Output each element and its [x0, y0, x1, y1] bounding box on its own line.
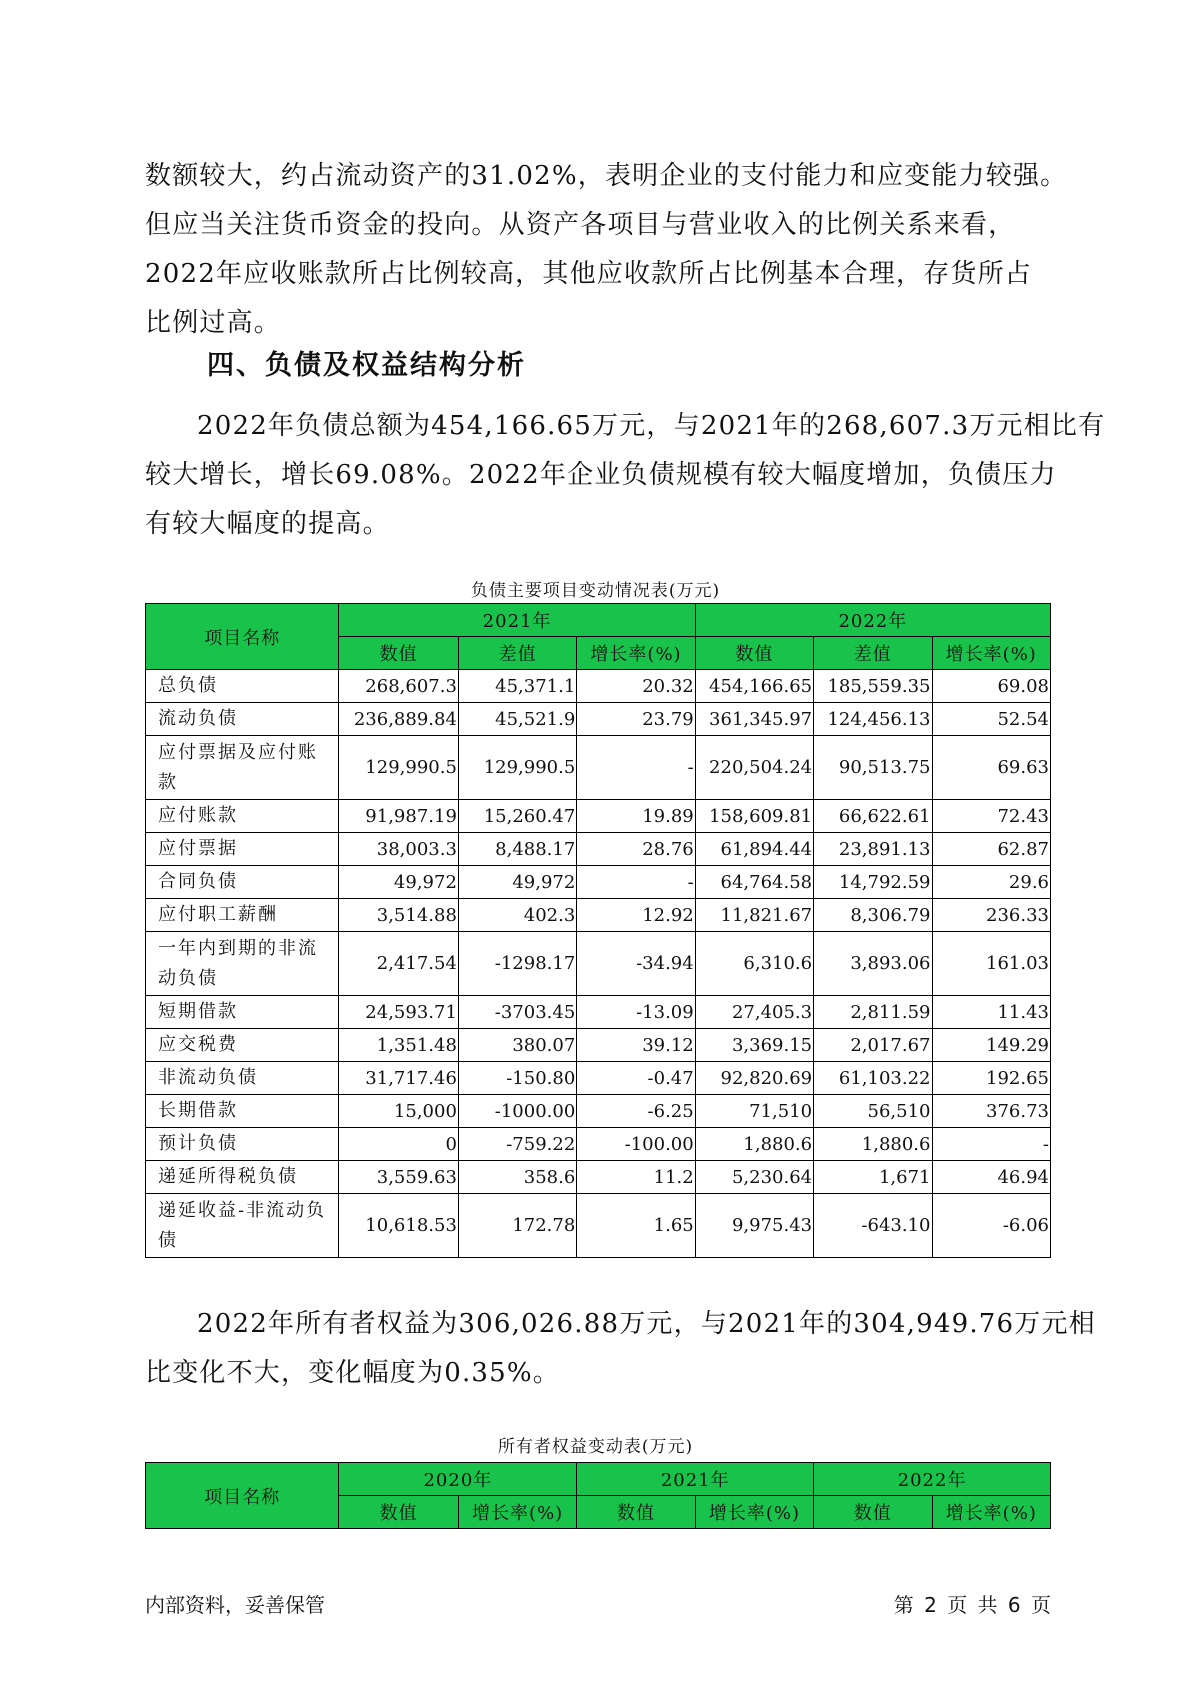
- cell-difference-2021: 45,521.9: [458, 703, 576, 736]
- footer-page-number: 第 2 页 共 6 页: [893, 1593, 1051, 1617]
- table-row: [146, 1095, 1051, 1128]
- row-label: 应付职工薪酬: [146, 899, 339, 932]
- paragraph-line: 比变化不大，变化幅度为0.35%。: [145, 1358, 560, 1388]
- cell-value-2022: 361,345.97: [695, 703, 813, 736]
- row-label: 应付账款: [146, 800, 339, 833]
- cell-growth-rate-2022: 72.43: [932, 800, 1051, 833]
- column-header-item-name: 项目名称: [146, 604, 339, 670]
- cell-value-2022: 5,230.64: [695, 1161, 813, 1194]
- paragraph-line: 较大增长，增长69.08%。2022年企业负债规模有较大幅度增加，负债压力: [145, 460, 1057, 490]
- cell-difference-2022: 3,893.06: [814, 932, 932, 996]
- year-header: 2021年: [339, 604, 695, 637]
- cell-growth-rate-2022: -6.06: [932, 1194, 1051, 1258]
- cell-growth-rate-2021: -: [577, 736, 695, 800]
- equity-table: [145, 1462, 1051, 1529]
- column-header-value: 数值: [577, 1496, 695, 1529]
- cell-value-2022: 64,764.58: [695, 866, 813, 899]
- row-label: 应交税费: [146, 1029, 339, 1062]
- cell-growth-rate-2022: 46.94: [932, 1161, 1051, 1194]
- table-row: [146, 899, 1051, 932]
- cell-value-2021: 1,351.48: [339, 1029, 458, 1062]
- cell-value-2021: 31,717.46: [339, 1062, 458, 1095]
- cell-difference-2021: 45,371.1: [458, 670, 576, 703]
- column-header-growth-rate: 增长率(%): [932, 1496, 1050, 1529]
- equity-paragraph: [145, 1300, 1096, 1398]
- cell-difference-2021: 15,260.47: [458, 800, 576, 833]
- cell-value-2021: 236,889.84: [339, 703, 458, 736]
- table-row: [146, 932, 1051, 996]
- paragraph-line: 但应当关注货币资金的投向。从资产各项目与营业收入的比例关系来看，: [145, 210, 1016, 240]
- cell-growth-rate-2021: 12.92: [577, 899, 695, 932]
- equity-table-caption: 所有者权益变动表(万元): [497, 1437, 694, 1457]
- intro-paragraph: [145, 152, 1068, 348]
- cell-difference-2022: 124,456.13: [814, 703, 932, 736]
- column-header-growth-rate: 增长率(%): [577, 637, 695, 670]
- cell-growth-rate-2022: 69.08: [932, 670, 1051, 703]
- paragraph-line: 有较大幅度的提高。: [145, 509, 390, 539]
- cell-value-2022: 92,820.69: [695, 1062, 813, 1095]
- row-label: 总负债: [146, 670, 339, 703]
- cell-value-2021: 129,990.5: [339, 736, 458, 800]
- cell-value-2021: 38,003.3: [339, 833, 458, 866]
- cell-growth-rate-2021: 39.12: [577, 1029, 695, 1062]
- column-header-value: 数值: [814, 1496, 932, 1529]
- row-label: 预计负债: [146, 1128, 339, 1161]
- cell-value-2022: 71,510: [695, 1095, 813, 1128]
- cell-difference-2022: 90,513.75: [814, 736, 932, 800]
- liability-table: [145, 603, 1051, 1258]
- row-label: 流动负债: [146, 703, 339, 736]
- cell-growth-rate-2022: 69.63: [932, 736, 1051, 800]
- cell-difference-2021: 172.78: [458, 1194, 576, 1258]
- cell-difference-2021: 49,972: [458, 866, 576, 899]
- cell-growth-rate-2021: -: [577, 866, 695, 899]
- cell-value-2022: 158,609.81: [695, 800, 813, 833]
- table-row: [146, 866, 1051, 899]
- column-header-growth-rate: 增长率(%): [695, 1496, 813, 1529]
- cell-growth-rate-2022: 149.29: [932, 1029, 1051, 1062]
- cell-growth-rate-2021: -34.94: [577, 932, 695, 996]
- cell-value-2022: 61,894.44: [695, 833, 813, 866]
- cell-difference-2022: 2,017.67: [814, 1029, 932, 1062]
- cell-growth-rate-2021: -100.00: [577, 1128, 695, 1161]
- paragraph-line: 2022年负债总额为454,166.65万元，与2021年的268,607.3万元相比有: [197, 411, 1106, 441]
- row-label: 一年内到期的非流动负债: [146, 932, 339, 996]
- cell-value-2021: 2,417.54: [339, 932, 458, 996]
- section-heading: 四、负债及权益结构分析: [207, 350, 526, 381]
- table-row: [146, 833, 1051, 866]
- cell-difference-2021: 358.6: [458, 1161, 576, 1194]
- cell-difference-2021: -3703.45: [458, 996, 576, 1029]
- row-label: 非流动负债: [146, 1062, 339, 1095]
- table-row: [146, 1128, 1051, 1161]
- paragraph-line: 数额较大，约占流动资产的31.02%，表明企业的支付能力和应变能力较强。: [145, 161, 1068, 191]
- cell-growth-rate-2021: 1.65: [577, 1194, 695, 1258]
- cell-difference-2022: 56,510: [814, 1095, 932, 1128]
- cell-difference-2022: 2,811.59: [814, 996, 932, 1029]
- cell-growth-rate-2022: 52.54: [932, 703, 1051, 736]
- cell-difference-2021: 402.3: [458, 899, 576, 932]
- cell-growth-rate-2022: 62.87: [932, 833, 1051, 866]
- liability-table-body: [146, 670, 1051, 1258]
- cell-growth-rate-2021: 19.89: [577, 800, 695, 833]
- cell-value-2022: 3,369.15: [695, 1029, 813, 1062]
- column-header-item-name: 项目名称: [146, 1463, 339, 1529]
- table-row: [146, 1062, 1051, 1095]
- cell-value-2021: 0: [339, 1128, 458, 1161]
- cell-difference-2022: 23,891.13: [814, 833, 932, 866]
- table-row: [146, 996, 1051, 1029]
- cell-growth-rate-2022: -: [932, 1128, 1051, 1161]
- cell-growth-rate-2022: 11.43: [932, 996, 1051, 1029]
- cell-difference-2022: -643.10: [814, 1194, 932, 1258]
- row-label: 递延所得税负债: [146, 1161, 339, 1194]
- table-row: [146, 800, 1051, 833]
- cell-growth-rate-2021: -13.09: [577, 996, 695, 1029]
- footer-confidential-note: 内部资料，妥善保管: [145, 1593, 325, 1617]
- row-label: 应付票据: [146, 833, 339, 866]
- paragraph-line: 2022年应收账款所占比例较高，其他应收款所占比例基本合理，存货所占: [145, 259, 1032, 289]
- column-header-growth-rate: 增长率(%): [932, 637, 1051, 670]
- cell-difference-2022: 8,306.79: [814, 899, 932, 932]
- row-label: 合同负债: [146, 866, 339, 899]
- cell-difference-2021: 380.07: [458, 1029, 576, 1062]
- row-label: 长期借款: [146, 1095, 339, 1128]
- table-row: [146, 1194, 1051, 1258]
- row-label: 短期借款: [146, 996, 339, 1029]
- paragraph-line: 比例过高。: [145, 308, 282, 338]
- column-header-growth-rate: 增长率(%): [458, 1496, 576, 1529]
- cell-value-2021: 15,000: [339, 1095, 458, 1128]
- cell-value-2022: 27,405.3: [695, 996, 813, 1029]
- column-header-difference: 差值: [458, 637, 576, 670]
- cell-growth-rate-2022: 236.33: [932, 899, 1051, 932]
- cell-difference-2021: 129,990.5: [458, 736, 576, 800]
- year-header: 2022年: [695, 604, 1050, 637]
- cell-value-2021: 49,972: [339, 866, 458, 899]
- cell-growth-rate-2022: 192.65: [932, 1062, 1051, 1095]
- cell-value-2021: 3,559.63: [339, 1161, 458, 1194]
- cell-growth-rate-2021: 11.2: [577, 1161, 695, 1194]
- cell-growth-rate-2022: 29.6: [932, 866, 1051, 899]
- cell-difference-2021: -1000.00: [458, 1095, 576, 1128]
- row-label: 应付票据及应付账款: [146, 736, 339, 800]
- cell-growth-rate-2021: 28.76: [577, 833, 695, 866]
- cell-difference-2022: 185,559.35: [814, 670, 932, 703]
- cell-difference-2022: 1,671: [814, 1161, 932, 1194]
- paragraph-line: 2022年所有者权益为306,026.88万元，与2021年的304,949.76万元相: [197, 1309, 1096, 1339]
- year-header: 2021年: [577, 1463, 814, 1496]
- cell-value-2022: 11,821.67: [695, 899, 813, 932]
- cell-growth-rate-2021: -6.25: [577, 1095, 695, 1128]
- table-row: [146, 670, 1051, 703]
- cell-value-2022: 1,880.6: [695, 1128, 813, 1161]
- year-header: 2022年: [814, 1463, 1051, 1496]
- cell-growth-rate-2021: -0.47: [577, 1062, 695, 1095]
- cell-growth-rate-2022: 161.03: [932, 932, 1051, 996]
- cell-difference-2022: 61,103.22: [814, 1062, 932, 1095]
- column-header-value: 数值: [339, 637, 458, 670]
- cell-growth-rate-2021: 20.32: [577, 670, 695, 703]
- cell-value-2022: 220,504.24: [695, 736, 813, 800]
- column-header-value: 数值: [339, 1496, 458, 1529]
- cell-difference-2021: -1298.17: [458, 932, 576, 996]
- cell-growth-rate-2022: 376.73: [932, 1095, 1051, 1128]
- table-row: [146, 1161, 1051, 1194]
- cell-difference-2021: 8,488.17: [458, 833, 576, 866]
- cell-growth-rate-2021: 23.79: [577, 703, 695, 736]
- cell-value-2022: 9,975.43: [695, 1194, 813, 1258]
- table-row: [146, 1029, 1051, 1062]
- column-header-value: 数值: [695, 637, 813, 670]
- cell-value-2022: 454,166.65: [695, 670, 813, 703]
- cell-value-2021: 3,514.88: [339, 899, 458, 932]
- cell-difference-2022: 14,792.59: [814, 866, 932, 899]
- liability-table-caption: 负债主要项目变动情况表(万元): [470, 581, 721, 601]
- cell-value-2021: 10,618.53: [339, 1194, 458, 1258]
- cell-difference-2022: 66,622.61: [814, 800, 932, 833]
- cell-difference-2021: -150.80: [458, 1062, 576, 1095]
- cell-value-2022: 6,310.6: [695, 932, 813, 996]
- cell-difference-2021: -759.22: [458, 1128, 576, 1161]
- cell-value-2021: 268,607.3: [339, 670, 458, 703]
- year-header: 2020年: [339, 1463, 577, 1496]
- row-label: 递延收益-非流动负债: [146, 1194, 339, 1258]
- table-row: [146, 703, 1051, 736]
- column-header-difference: 差值: [814, 637, 932, 670]
- table-row: [146, 736, 1051, 800]
- cell-value-2021: 24,593.71: [339, 996, 458, 1029]
- cell-value-2021: 91,987.19: [339, 800, 458, 833]
- liability-paragraph: [145, 402, 1106, 549]
- cell-difference-2022: 1,880.6: [814, 1128, 932, 1161]
